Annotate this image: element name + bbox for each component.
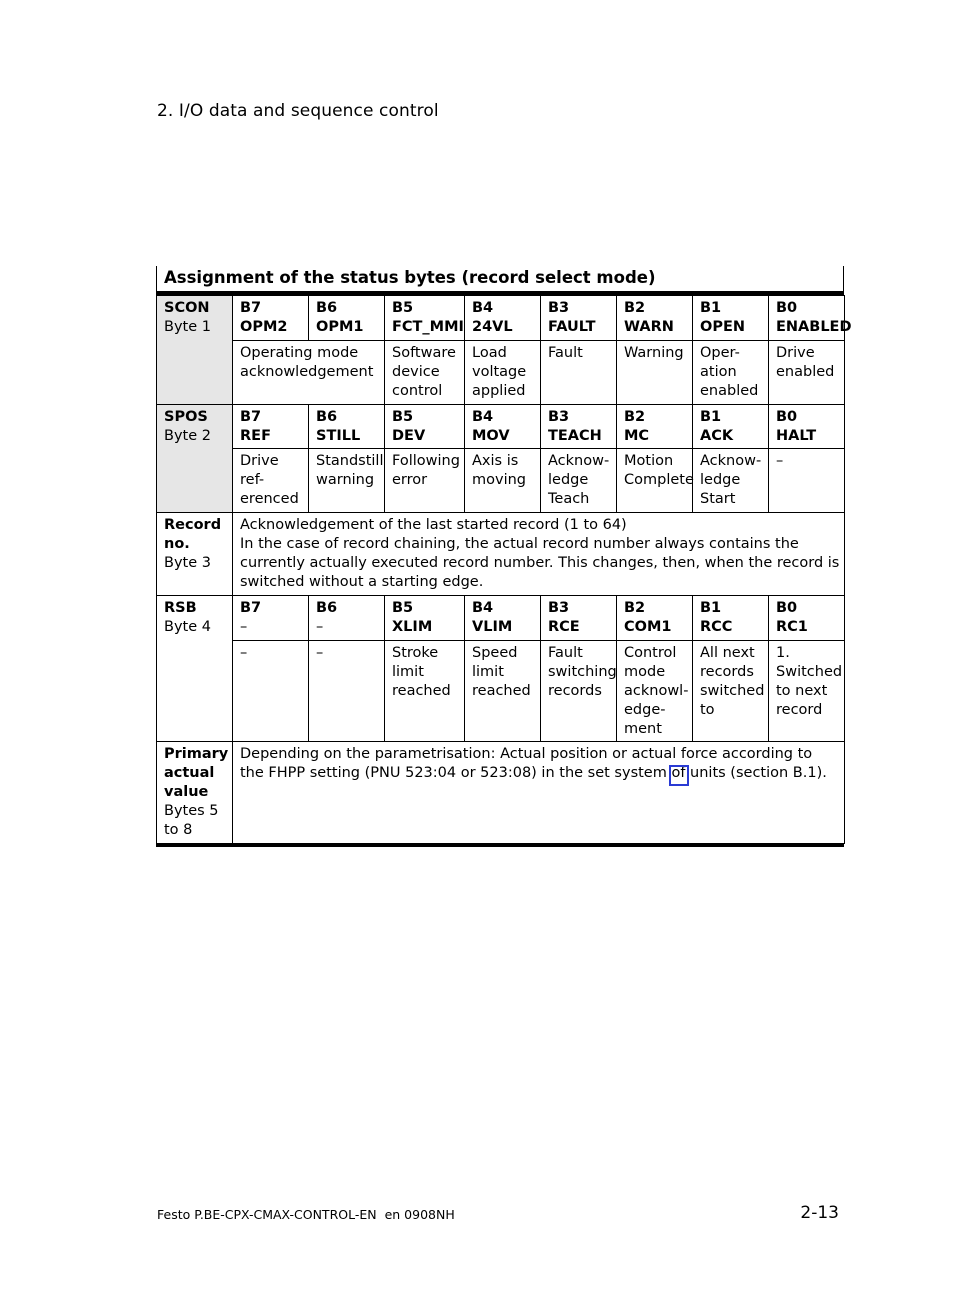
rsb-name: RSB: [164, 600, 197, 616]
scon-label: [157, 296, 233, 405]
primary-label: Primary actual value Bytes 5 to 8: [157, 742, 233, 844]
rsb-desc-cell: –: [233, 641, 309, 742]
scon-bit-cell: B1 OPEN: [693, 296, 769, 341]
spos-desc-cell: Motion Complete: [617, 449, 693, 513]
spos-desc-cell: Axis is moving: [465, 449, 541, 513]
table-row: [157, 513, 845, 596]
scon-desc-b0: Drive enabled: [769, 341, 845, 405]
scon-desc-b4: Load voltage applied: [465, 341, 541, 405]
spos-bit-cell: B5 DEV: [385, 405, 465, 449]
spos-desc-cell: Drive ref- erenced: [233, 449, 309, 513]
scon-desc-b5: Software device control: [385, 341, 465, 405]
scon-desc-b2: Warning: [617, 341, 693, 405]
scon-desc-b1: Oper- ation enabled: [693, 341, 769, 405]
primary-desc: Depending on the parametrisation: Actual position or actual force according to the FHPP setting (PNU 523:04 or 523:08) in the set system of units (section B.1).: [233, 742, 845, 844]
spos-bit-cell: B1 ACK: [693, 405, 769, 449]
spos-bit-cell: B3 TEACH: [541, 405, 617, 449]
spos-bit-cell: B0 HALT: [769, 405, 845, 449]
record-desc: Acknowledgement of the last started record (1 to 64) In the case of record chaining, the actual record number always contains the currently actually executed record number. This changes, then, when the record is switched without a starting edge.: [233, 513, 845, 596]
spos-bit-cell: B7 REF: [233, 405, 309, 449]
rsb-bit-cell: B1 RCC: [693, 596, 769, 641]
chapter-heading: 2. I/O data and sequence control: [157, 101, 439, 121]
rsb-bit-cell: B0 RC1: [769, 596, 845, 641]
record-label: Record no. Byte 3: [157, 513, 233, 596]
spos-name: SPOS: [164, 409, 208, 425]
scon-bit-cell: B3 FAULT: [541, 296, 617, 341]
scon-bit-cell: B6 OPM1: [309, 296, 385, 341]
spos-byte: Byte 2: [164, 428, 211, 444]
rsb-desc-cell: Fault switching records: [541, 641, 617, 742]
rsb-bit-cell: B5 XLIM: [385, 596, 465, 641]
scon-bit-cell: B2 WARN: [617, 296, 693, 341]
scon-bit-cell: B4 24VL: [465, 296, 541, 341]
rsb-desc-cell: Control mode acknowl- edge- ment: [617, 641, 693, 742]
table-row: [157, 449, 845, 513]
scon-bit-cell: B0 ENABLED: [769, 296, 845, 341]
rsb-desc-cell: Speed limit reached: [465, 641, 541, 742]
page-number: 2-13: [800, 1203, 839, 1223]
rsb-bit-cell: B4 VLIM: [465, 596, 541, 641]
rsb-desc-cell: 1. Switched to next record: [769, 641, 845, 742]
table-row: [157, 641, 845, 742]
rsb-bit-cell: B6 –: [309, 596, 385, 641]
rsb-bit-cell: B7 –: [233, 596, 309, 641]
scon-desc-opm: Operating mode acknowledgement: [233, 341, 385, 405]
scon-desc-b3: Fault: [541, 341, 617, 405]
scon-bit-cell: B5 FCT_MMI: [385, 296, 465, 341]
status-table: [156, 295, 852, 844]
spos-label: [157, 405, 233, 513]
footer-lang: en 0908NH: [384, 1207, 455, 1222]
rsb-bit-cell: B3 RCE: [541, 596, 617, 641]
table-row: [157, 405, 845, 449]
spos-desc-cell: –: [769, 449, 845, 513]
rsb-byte: Byte 4: [164, 619, 211, 635]
section-link-box[interactable]: [669, 765, 689, 786]
table-title: Assignment of the status bytes (record select mode): [156, 266, 844, 291]
scon-name: SCON: [164, 300, 210, 316]
spos-desc-cell: Acknow- ledge Start: [693, 449, 769, 513]
scon-bit-cell: B7 OPM2: [233, 296, 309, 341]
rsb-label: [157, 596, 233, 742]
spos-desc-cell: Standstill warning: [309, 449, 385, 513]
rsb-bit-cell: B2 COM1: [617, 596, 693, 641]
scon-byte: Byte 1: [164, 319, 211, 335]
status-bytes-table: [156, 266, 852, 847]
table-row: [157, 596, 845, 641]
spos-desc-cell: Following error: [385, 449, 465, 513]
rsb-desc-cell: –: [309, 641, 385, 742]
bottom-rule: [156, 844, 844, 847]
footer-doc: Festo P.BE-CPX-CMAX-CONTROL-EN: [157, 1207, 377, 1222]
footer-doc-id: [157, 1207, 455, 1222]
spos-bit-cell: B4 MOV: [465, 405, 541, 449]
spos-bit-cell: B6 STILL: [309, 405, 385, 449]
table-row: [157, 341, 845, 405]
spos-desc-cell: Acknow- ledge Teach: [541, 449, 617, 513]
rsb-desc-cell: Stroke limit reached: [385, 641, 465, 742]
spos-bit-cell: B2 MC: [617, 405, 693, 449]
table-row: [157, 742, 845, 844]
table-row: [157, 296, 845, 341]
rsb-desc-cell: All next records switched to: [693, 641, 769, 742]
